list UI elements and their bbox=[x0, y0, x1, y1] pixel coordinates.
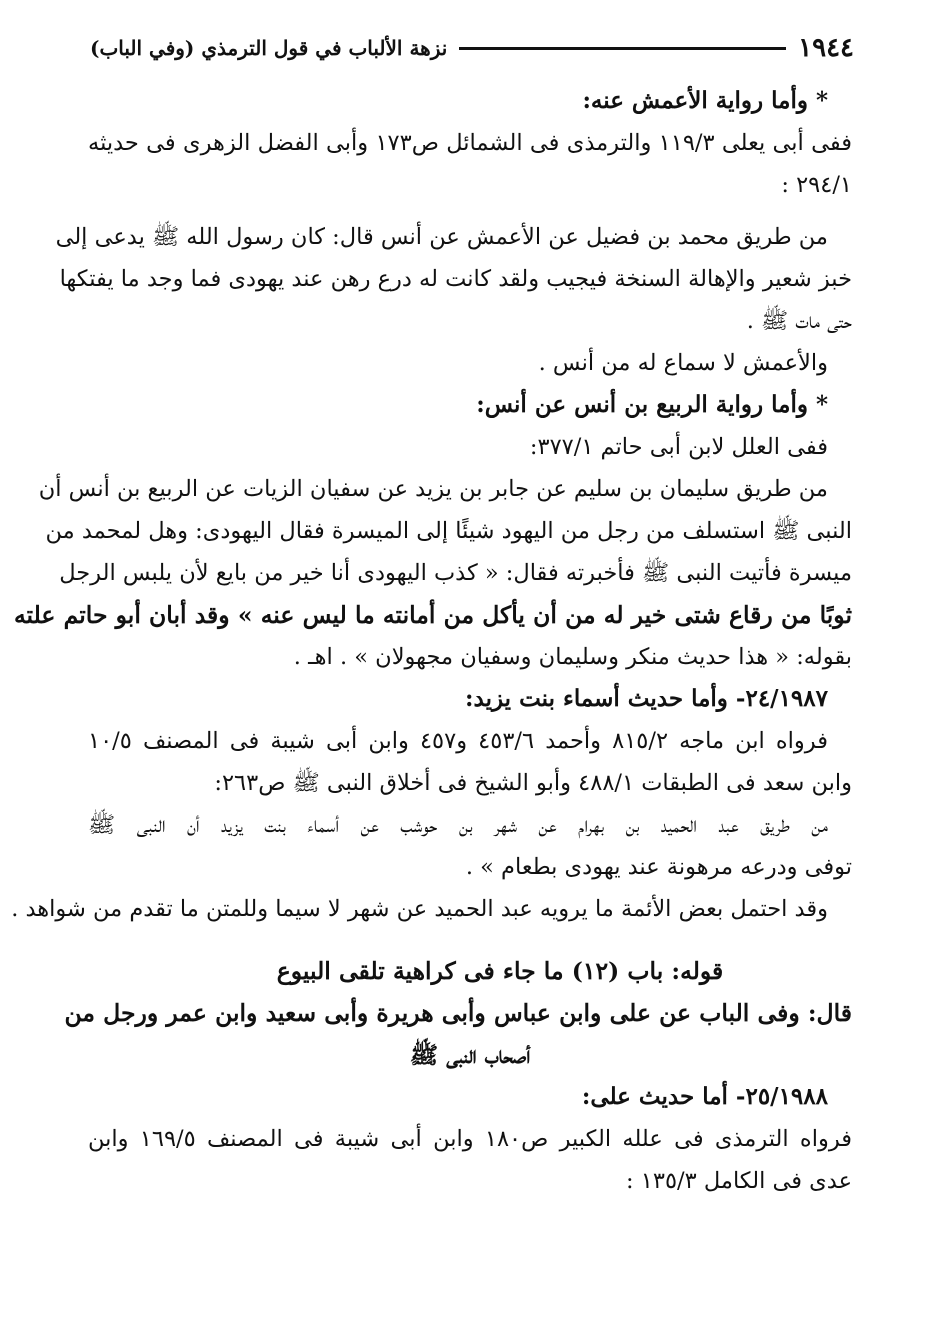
text-line: فرواه ابن ماجه ٨١٥/٢ وأحمد ٤٥٣/٦ و٤٥٧ وابن أبى شيبة فى المصنف ١٠/٥ bbox=[88, 728, 828, 754]
section-heading: ٢٥/١٩٨٨- أما حديث على: bbox=[581, 1083, 828, 1110]
text-line: فرواه الترمذى فى علله الكبير ص١٨٠ وابن أبى شيبة فى المصنف ١٦٩/٥ وابن bbox=[88, 1126, 852, 1152]
page-number: ١٩٤٤ bbox=[798, 33, 854, 63]
chapter-title: قوله: باب (١٢) ما جاء فى كراهية تلقى البيوع bbox=[276, 957, 724, 985]
text-line: النبى ﷺ استسلف من رجل من اليهود شيئًا إلى الميسرة فقال اليهودى: وهل لمحمد من bbox=[45, 518, 852, 544]
text-line: قال: وفى الباب عن على وابن عباس وأبى هريرة وأبى سعيد وابن عمر ورجل من bbox=[64, 999, 852, 1027]
text-line: خبز شعير والإهالة السنخة فيجيب ولقد كانت له درع رهن عند يهودى فما وجد ما يفتكها bbox=[59, 266, 852, 292]
text-line: بقوله: « هذا حديث منكر وسليمان وسفيان مجهولان » . اهـ . bbox=[293, 644, 852, 670]
section-heading: * وأما رواية الربيع بن أنس عن أنس: bbox=[476, 391, 828, 418]
text-line: ففى أبى يعلى ١١٩/٣ والترمذى فى الشمائل ص١٧٣ وأبى الفضل الزهرى فى حديثه bbox=[88, 130, 852, 156]
page-header bbox=[90, 28, 854, 68]
text-line: من طريق محمد بن فضيل عن الأعمش عن أنس قال: كان رسول الله ﷺ يدعى إلى bbox=[55, 224, 828, 250]
header-rule bbox=[459, 47, 786, 50]
text-line: حتى مات ﷺ . bbox=[746, 308, 852, 334]
text-line: ثوبًا من رقاع شتى خير له من أن يأكل من أمانته ما ليس عنه » وقد أبان أبو حاتم علته bbox=[13, 601, 852, 629]
section-heading: * وأما رواية الأعمش عنه: bbox=[582, 87, 828, 114]
text-line: ميسرة فأتيت النبى ﷺ فأخبرته فقال: « كذب اليهودى أنا خير من بايع لأن يلبس الرجل bbox=[59, 560, 852, 586]
text-line: ٢٩٤/١ : bbox=[781, 172, 852, 198]
section-heading: ٢٤/١٩٨٧- وأما حديث أسماء بنت يزيد: bbox=[465, 685, 828, 712]
text-line: توفى ودرعه مرهونة عند يهودى بطعام » . bbox=[465, 854, 852, 880]
running-title: نزهة الألباب في قول الترمذي (وفي الباب) bbox=[90, 36, 448, 60]
text-line: وقد احتمل بعض الأئمة ما يرويه عبد الحميد عن شهر لا سيما وللمتن ما تقدم من شواهد . bbox=[11, 896, 828, 922]
text-line: من طريق عبد الحميد بن بهرام عن شهر بن حوشب عن أسماء بنت يزيد أن النبى ﷺ bbox=[88, 812, 828, 838]
text-line: والأعمش لا سماع له من أنس . bbox=[538, 350, 828, 376]
page-body bbox=[11, 80, 852, 1202]
text-line: ففى العلل لابن أبى حاتم ٣٧٧/١: bbox=[529, 434, 828, 460]
text-line: وابن سعد فى الطبقات ٤٨٨/١ وأبو الشيخ فى أخلاق النبى ﷺ ص٢٦٣: bbox=[214, 770, 852, 796]
text-line: من طريق سليمان بن سليم عن جابر بن يزيد عن سفيان الزيات عن الربيع بن أنس أن bbox=[38, 476, 828, 502]
text-line: أصحاب النبى ﷺ bbox=[409, 1041, 531, 1069]
text-line: عدى فى الكامل ١٣٥/٣ : bbox=[626, 1168, 852, 1194]
